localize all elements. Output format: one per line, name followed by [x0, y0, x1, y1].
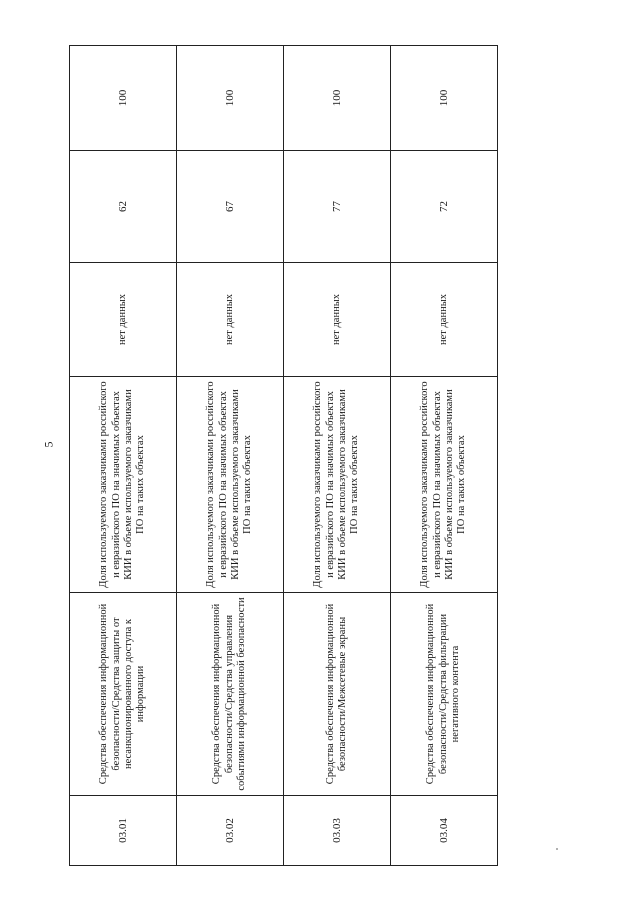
row-target-value: 100: [391, 46, 498, 151]
table-row: [177, 46, 284, 866]
row-baseline: нет данных: [284, 263, 391, 377]
row-name: Средства обеспечения информационной безопасности/Средства фильтрации негативного контента: [391, 593, 498, 796]
row-interim-value: 67: [177, 151, 284, 263]
row-target-value: 100: [284, 46, 391, 151]
table-row: [391, 46, 498, 866]
row-code: 03.04: [391, 796, 498, 866]
row-baseline: нет данных: [391, 263, 498, 377]
row-interim-value: 62: [70, 151, 177, 263]
row-code: 03.01: [70, 796, 177, 866]
page-number: 5: [41, 441, 56, 448]
row-code: 03.02: [177, 796, 284, 866]
row-indicator: Доля используемого заказчиками российского и евразийского ПО на значимых объектах КИИ в объеме используемого заказчиками ПО на таких объектах: [70, 377, 177, 593]
row-target-value: 100: [70, 46, 177, 151]
row-indicator: Доля используемого заказчиками российского и евразийского ПО на значимых объектах КИИ в объеме используемого заказчиками ПО на таких объектах: [391, 377, 498, 593]
scan-artifact: [556, 848, 558, 850]
row-indicator: Доля используемого заказчиками российского и евразийского ПО на значимых объектах КИИ в объеме используемого заказчиками ПО на таких объектах: [284, 377, 391, 593]
row-interim-value: 72: [391, 151, 498, 263]
table-container: [69, 46, 498, 866]
row-target-value: 100: [177, 46, 284, 151]
row-name: Средства обеспечения информационной безопасности/Средства управления событиями информационной безопасности: [177, 593, 284, 796]
row-interim-value: 77: [284, 151, 391, 263]
indicators-table: [69, 45, 498, 866]
table-row: [284, 46, 391, 866]
row-name: Средства обеспечения информационной безопасности/Межсетевые экраны: [284, 593, 391, 796]
row-name: Средства обеспечения информационной безопасности/Средства защиты от несанкционированного доступа к информации: [70, 593, 177, 796]
row-baseline: нет данных: [177, 263, 284, 377]
row-baseline: нет данных: [70, 263, 177, 377]
table-landscape: [69, 46, 498, 866]
row-code: 03.03: [284, 796, 391, 866]
row-indicator: Доля используемого заказчиками российского и евразийского ПО на значимых объектах КИИ в объеме используемого заказчиками ПО на таких объектах: [177, 377, 284, 593]
table-row: [70, 46, 177, 866]
